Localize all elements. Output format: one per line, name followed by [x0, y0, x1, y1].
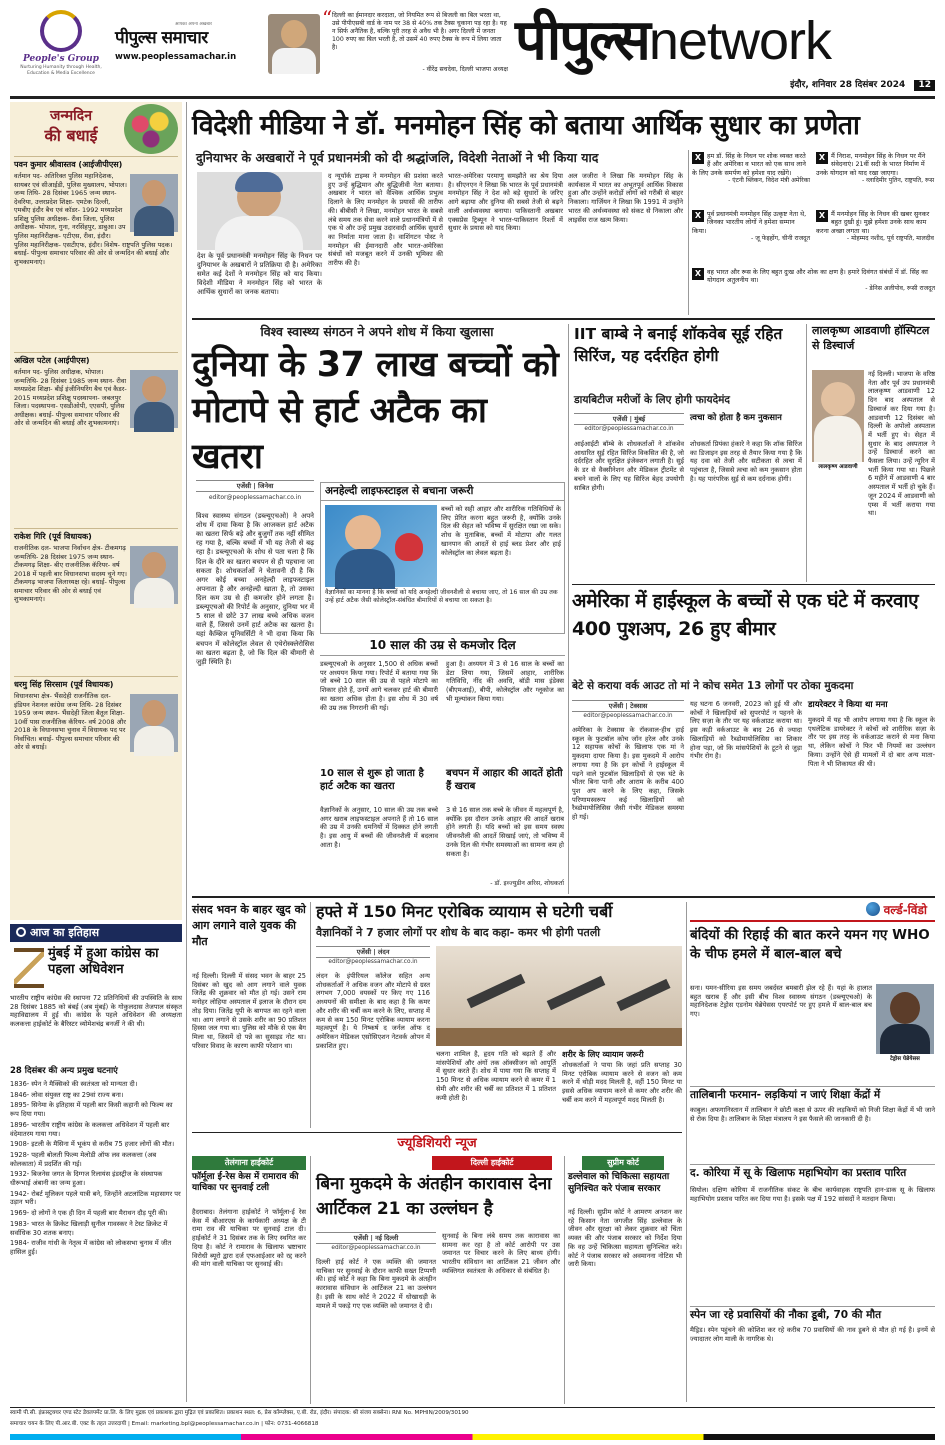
itihas-event: 1896- भारतीय राष्ट्रीय कांग्रेस के कलकत्ता अधिवेशन में पहली बार वंदेमातरम गाया गया। — [10, 1120, 170, 1138]
aerobic-col1: लंदन के इंपीरियल कॉलेज सहित अन्य शोधकर्ताओं ने अधिक वजन और मोटापे से ग्रस्त लगभग 7,000 वयस्कों पर किए गए 116 अध्ययनों की समीक्षा के बाद कहा है कि कमर और शरीर की चर्बी कम करने के लिए, सप्ताह में कम से कम 150 मिनट एरोबिक व्यायाम करना महत्वपूर्ण है। ये निष्कर्ष द जर्नल ऑफ द अमेरिकन मेडिकल एसोसिएशन नेटवर्क ओपन में प्रकाशित हुए। — [316, 972, 430, 1050]
aerobic-divider — [686, 902, 687, 1402]
telangana-headline: फॉर्मूला ई-रेस केस में रामाराव की याचिका पर सुनवाई टली — [192, 1172, 299, 1194]
obesity-sub2-author: - डॉ. इव्ज्युडीन अरिस, शोधकर्ता — [490, 880, 564, 887]
janmadin-subtitle: की बधाई — [44, 125, 98, 145]
portrait-face — [142, 376, 166, 402]
lead-col1: द न्यूयॉर्क टाइम्स ने मनमोहन की प्रशंसा करते हुए उन्हें बुद्धिमान और बुद्धिजीवी नेता बताया। अखबार ने भारत को वैश्विक आर्थिक प्रभुत्व दिलाने के लिए मनमोहन के प्रयासों की तारीफ की। बीबीसी ने लिखा, मनमोहन भारत के सबसे लंबे समय तक सेवा करने वाले प्रधानमंत्रियों में से एक थे और उन्हें प्रमुख उदारवादी आर्थिक सुधारों का निर्माता माना जाता है। वाशिंगटन पोस्ट ने मनमोहन की ईमानदारी और भारत-अमेरिका संबंधों को मजबूत करने में उनकी भूमिका की तारीफ की है। — [328, 172, 443, 268]
photo-turban — [235, 172, 283, 192]
itihas-event: 1895- सिनेमा के इतिहास में पहली बार किसी कहानी को फिल्म का रूप दिया गया। — [10, 1101, 173, 1119]
itihas-event: 1928- पहली बोलती फिल्म मेलोडी ऑफ लव कलकत्ता (अब कोलकाता) में प्रदर्शित की गई। — [10, 1150, 157, 1168]
obesity-box-title: अनहेल्दी लाइफस्टाइल से बचाना जरूरी — [321, 483, 564, 501]
delhi-headline: बिना मुकदमे के अंतहीन कारावास देना आर्टिकल 21 का उल्लंघन है — [316, 1174, 552, 1219]
heart-icon — [395, 533, 423, 561]
delhi-agency-text: एजेंसी | नई दिल्ली — [353, 1234, 399, 1242]
pushup-email: editor@peoplessamachar.co.in — [583, 713, 673, 719]
supreme-court: सुप्रीम कोर्ट — [582, 1156, 664, 1170]
obesity-col1: विश्व स्वास्थ्य संगठन (डब्ल्यूएचओ) ने अपने शोध में दावा किया है कि आजकल हार्ट अटैक का खतरा सिर्फ बड़े और बुजुर्गों तक नहीं सीमित रह गया है, बल्कि बच्चों में भी यह तेजी से बढ़ रहा है। डब्ल्यूएचओ के शोध से पता चला है कि दिल के दौरे का खतरा बचपन से ही पहचाना जा सकता है। शोधकर्ताओं ने चेतावनी दी है कि अगर कोई बच्चा अनहेल्दी लाइफस्टाइल अपनाता है और अनहेल्दी खाता है, तो उसका दिल कम उम्र से ही कमजोर होने लगता है। डब्ल्यूएचओ की रिपोर्ट के अनुसार, दुनिया भर में 5 साल से छोटे 37 लाख बच्चे अधिक वजन वाले हैं, जिससे उनमें हार्ट अटैक का खतरा है। यहां कैम्ब्रिज यूनिवर्सिटी ने भी दावा किया कि बचपन में कोलेस्ट्रॉल लेवल से एथेरोस्क्लेरोसिस का खतरा बढ़ता है, जो कि दिल की बीमारी से जुड़ी स्थिति है। — [196, 512, 314, 666]
aerobic-agency — [316, 946, 430, 958]
lead-col3: अल जजीरा ने लिखा कि मनमोहन सिंह के कार्यकाल में भारत का अभूतपूर्व आर्थिक विकास हुआ और उन्होंने करोड़ों लोगों को गरीबी से बाहर निकाला। गार्जियन ने लिखा कि 1991 में उन्होंने भारत की अर्थव्यवस्था को संकट से निकाला और लाइसेंस राज खत्म किया। — [568, 172, 683, 224]
tedros-face — [890, 992, 920, 1024]
obesity-agency — [196, 480, 314, 492]
obesity-sub1-text: वैज्ञानिकों के अनुसार, 10 साल की उम्र तक बच्चे अगर खराब लाइफस्टाइल अपनाते हैं तो 16 साल की उम्र में उनकी धमनियों में दिक्कत होने लगती है। इस आयु में बच्चों की जीवनशैली में बदलाव आता है। — [320, 806, 438, 849]
manmohan-photo — [197, 172, 322, 250]
mid-rule — [192, 896, 935, 898]
pushup-box-title: डायरेक्टर ने किया था मना — [808, 700, 888, 710]
world-window — [690, 902, 935, 1404]
aerobic-side-box — [562, 1050, 682, 1128]
x-logo-icon: X — [692, 152, 704, 164]
janmadin-entry-text: वर्तमान पद- पुलिस अधीक्षक, भोपाल। जन्मतिथि- 28 दिसंबर 1985 जन्म स्थान- रीवा मध्यप्रदेश शिक्षा- बीई इंजीनियरिंग बैच एवं कैडर- 2015 मध्यप्रदेश प्रशिक्षु पदस्थापना- जबलपुर जिला। पदस्थापना- एसडीओपी, एएसपी, पुलिस अधीक्षक। बधाई- पीपुल्स समाचार परिवार की ओर से जन्मदिन की बधाई और शुभकामनाएं। — [14, 368, 127, 428]
flower-icon — [124, 104, 178, 154]
world-label: वर्ल्ड-विंडो — [883, 903, 927, 917]
judiciary-title — [192, 1136, 682, 1154]
tedros-photo — [876, 984, 934, 1054]
obesity-sub2: बचपन में आहार की आदतें होती हैं खराब — [446, 768, 563, 792]
janmadin-entry-name: अखिल पटेल (आईपीएस) — [14, 356, 90, 365]
protest-headline: संसद भवन के बाहर खुद को आग लगाने वाले युवक की मौत — [192, 903, 306, 948]
world-t2: काबुल। अफगानिस्तान में तालिबान ने छोटी कक्षा से ऊपर की लड़कियों को निजी शिक्षा केंद्रों में भी जाने से रोक दिया है। तालिबान के शिक्षा मंत्रालय ने इस फैसले की जानकारी दी है। — [690, 1106, 935, 1123]
itihas-event: 1846- लोवा संयुक्त राष्ट्र का 29वां राज्य बना। — [10, 1090, 124, 1099]
obesity-col3: हुआ है। अध्ययन में 3 से 16 साल के बच्चों का डेटा लिया गया, जिसमें आहार, शारीरिक गतिविधि, नींद की अवधि, बॉडी मास इंडेक्स (बीएमआई), बीपी, कोलेस्ट्रॉल और ग्लूकोज का भी मूल्यांकन किया गया। — [446, 660, 564, 703]
pushup-subhead: बेटे से कराया वर्क आउट तो मां ने कोच समेत 13 लोगों पर ठोका मुकदमा — [572, 680, 854, 692]
itihas-title — [10, 924, 182, 942]
itihas-event: 1969- दो लोगों ने एक ही दिन में पहली बार मैराथन दौड़ पूरी की। — [10, 1209, 168, 1218]
quote-box — [322, 6, 508, 82]
portrait-face — [142, 180, 166, 206]
iit-headline: IIT बाम्बे ने बनाई शॉकवेब सूई रहित सिरिंज, यह दर्दरहित होगी — [574, 325, 783, 365]
itihas-text: भारतीय राष्ट्रीय कांग्रेस की स्थापना 72 प्रतिनिधियों की उपस्थिति के साथ 28 दिसंबर 1885 को बंबई (अब मुंबई) के गोकुलदास तेजपाल संस्कृत महाविद्यालय में हुई थी। कांग्रेस के पहले अधिवेशन की अध्यक्षता कलकत्ता हाईकोर्ट के बैरिस्टर व्योमेशचंद्र बनर्जी ने की थी। — [10, 994, 182, 1029]
aerobic-agency-text: एजेंसी | लंदन — [356, 948, 390, 956]
tweet-card — [816, 152, 934, 206]
exercise-photo — [436, 946, 682, 1046]
janmadin-portrait — [130, 546, 178, 604]
child-photo — [325, 505, 437, 587]
world-h3: द. कोरिया में सू के खिलाफ महाभियोग का प्रस्ताव पारित — [690, 1164, 935, 1182]
page-number: 12 — [914, 80, 935, 91]
exerciser-2 — [547, 976, 606, 1010]
advani-photo — [812, 370, 864, 462]
janmadin-entry-text: विधानसभा क्षेत्र- भैंसदेही राजनीतिक दल- इंडियन नेशनल कांग्रेस जन्म तिथि- 28 दिसंबर 1959 जन्म स्थान- भैंसदेही जिला बैतूल शिक्षा- 10वीं पास राजनीतिक कॅरियर- वर्ष 2008 और 2018 के विधानसभा चुनाव में विधायक पद पर निर्वाचित। बधाई- पीपुल्स समाचार परिवार की ओर से बधाई। — [14, 692, 126, 752]
janmadin-entry — [14, 352, 178, 528]
world-label-bar — [690, 902, 935, 922]
x-logo-icon: X — [816, 210, 828, 222]
janmadin-portrait — [130, 370, 178, 428]
lead-tweet-divider — [688, 150, 689, 315]
tweets-panel — [692, 150, 935, 315]
tweet-card — [692, 268, 935, 314]
world-h4: स्पेन जा रहे प्रवासियों की नौका डूबी, 70 की मौत — [690, 1306, 935, 1324]
delhi-agency — [316, 1232, 436, 1244]
iit-agency-text: एजेंसी | मुंबई — [612, 415, 646, 423]
iit-email: editor@peoplessamachar.co.in — [584, 426, 674, 432]
tweet-author: - व्लादिमीर पुतिन, राष्ट्रपति, रूस — [861, 176, 934, 184]
supreme-text: नई दिल्ली। सुप्रीम कोर्ट ने आमरण अनशन कर रहे किसान नेता जगजीत सिंह डल्लेवाल के जीवन और सुरक्षा को लेकर शुक्रवार को चिंता व्यक्त की और पंजाब सरकार को निर्देश दिया कि वह उन्हें चिकित्सा सहायता सुनिश्चित करे। कोर्ट ने पंजाब सरकार को अवमानना नोटिस भी जारी किया। — [568, 1208, 682, 1269]
tweet-author: - जू फेइहोंग, चीनी राजदूत — [751, 234, 810, 242]
date-text: इंदौर, शनिवार 28 दिसंबर 2024 — [790, 80, 906, 90]
pushup-col1: अमेरिका के टेक्सास के रॉकवाल-हीथ हाई स्कूल के फुटबॉल कोच जॉन हरेल और उनके 12 सहायक कोचों के खिलाफ एक मां ने मुकदमा दायर किया है। इस मुकदमे में आरोप लगाया गया है कि इन कोचों ने हाईस्कूल में पढ़ने वाले फुटबॉल खिलाड़ियों से एक घंटे के भीतर बिना पानी और आराम के करीब 400 पुश अप करने के लिए कहा, जिसके परिणामस्वरूप कई खिलाड़ियों को रैब्डोमायोलिसिस जैसी गंभीर मेडिकल समस्या हो गई। — [572, 726, 684, 822]
obesity-headline: दुनिया के 37 लाख बच्चों को मोटापे से हार्ट अटैक का खतरा — [192, 345, 559, 477]
portrait-body — [134, 402, 174, 432]
group-logo — [14, 8, 108, 93]
telangana-text: हैदराबाद। तेलंगाना हाईकोर्ट ने फॉर्मूला-ई रेस केस में बीआरएस के कार्यकारी अध्यक्ष के टी रामा राव की याचिका पर सुनवाई टाल दी। हाईकोर्ट ने 31 दिसंबर तक के लिए स्थगित कर दिया है। कोर्ट ने रामाराव के खिलाफ भ्रष्टाचार विरोधी ब्यूरो द्वारा दर्ज एफआईआर को रद्द करने की मांग वाली याचिका पर सुनवाई की। — [192, 1208, 306, 1269]
obesity-col2: डब्ल्यूएचओ के अनुसार 1,500 से अधिक बच्चों पर अध्ययन किया गया। रिपोर्ट में बताया गया कि जो बच्चे 10 साल की उम्र से पहले मोटापे का शिकार होते हैं, उनमें आगे चलकर हार्ट की बीमारी का खतरा अधिक होता है। इस शोध में 30 वर्ष की उम्र तक निगरानी की गई। — [320, 660, 438, 712]
x-logo-icon: X — [692, 268, 704, 280]
supreme-headline: डल्लेवाल को चिकित्सा सहायता सुनिश्चित करे पंजाब सरकार — [568, 1172, 670, 1194]
itihas-events — [10, 1080, 182, 1404]
janmadin-entry-name: धरमु सिंह सिरसाम (पूर्व विधायक) — [14, 680, 114, 689]
lead-bottom-rule — [192, 318, 935, 320]
janmadin-portrait — [130, 694, 178, 752]
itihas-event: 1932- बिजनेस जगत के दिग्गज रिलायंस इंडस्ट्रीज के संस्थापक धीरूभाई अंबानी का जन्म हुआ। — [10, 1170, 163, 1188]
lead-headline: विदेशी मीडिया ने डॉ. मनमोहन सिंह को बताया आर्थिक सुधार का प्रणेता — [192, 110, 860, 141]
pushup-agency — [572, 700, 684, 712]
aerobic-side-heading: शरीर के लिए व्यायाम जरूरी — [562, 1050, 644, 1059]
portrait-body — [134, 726, 174, 756]
obesity-sub2-text: 3 से 16 साल तक बच्चे के जीवन में महत्वपूर्ण है, क्योंकि इस दौरान उनके आहार की आदतें खराब होने लगती हैं। यदि बच्चों को इस समय स्वस्थ जीवनशैली की आदतें सिखाई जाएं, तो भविष्य में उनके दिल की गंभीर समस्याओं का सामना कम हो सकता है। — [446, 806, 565, 858]
photo-shirt — [215, 216, 303, 256]
tweet-text: हम डॉ. सिंह के निधन पर शोक व्यक्त करते हैं और अमेरिका व भारत को एक साथ लाने के लिए उनके समर्पण को हमेशा याद रखेंगे। — [692, 152, 806, 177]
pushup-headline: अमेरिका में हाईस्कूल के बच्चों से एक घंटे में करवाए 400 पुशअप, 26 हुए बीमार — [572, 590, 919, 640]
advani-text: नई दिल्ली। भाजपा के वरिष्ठ नेता और पूर्व उप प्रधानमंत्री लालकृष्ण आडवाणी 12 दिन बाद अस्पताल से डिस्चार्ज कर दिया गया है। आडवाणी 12 दिसंबर को दिल्ली के अपोलो अस्पताल में भर्ती हुए थे। सेहत में सुधार के बाद अस्पताल ने उन्हें डिस्चार्ज करने का फैसला लिया। उन्हें न्यूरिन में भर्ती किया गया था। पिछले 6 महीने में आडवाणी 4 बार अस्पताल में भर्ती हो चुके हैं। जून 2024 में आडवाणी को एम्स में भर्ती कराया गया था। — [868, 370, 935, 518]
world-h2: तालिबानी फरमान- लड़कियां न जाएं शिक्षा केंद्रों में — [690, 1086, 935, 1104]
child-face — [345, 515, 381, 551]
itihas-event: 1983- भारत के क्रिकेट खिलाड़ी सुनील गावस्कर ने टेस्ट क्रिकेट में सर्वाधिक 30 शतक बनाए। — [10, 1219, 168, 1237]
dateline — [520, 80, 935, 94]
masthead-rule — [10, 96, 935, 99]
x-logo-icon: X — [692, 210, 704, 222]
portrait-face — [142, 700, 166, 726]
clock-icon — [16, 927, 26, 937]
person-shirt — [272, 48, 316, 74]
aerobic-email: editor@peoplessamachar.co.in — [328, 959, 418, 965]
itihas-subhead: 28 दिसंबर की अन्य प्रमुख घटनाएं — [10, 1066, 118, 1076]
group-logo-mark — [40, 10, 82, 52]
iit-agency — [574, 413, 684, 425]
iit-subhead: डायबिटीज मरीजों के लिए होगी फायदेमंद — [574, 394, 730, 406]
network-hi: पीपुल्स — [515, 8, 649, 73]
janmadin-title: जन्मदिन — [49, 108, 93, 124]
world-t1: सना। यमन-सीरिया इस समय जबर्दस्त बमबारी झेल रहे हैं। यहां के हालात बहुत खराब हैं और इसी बीच विश्व स्वास्थ्य संगठन (डब्ल्यूएचओ) के महानिदेशक टेड्रोस एडनोम घेब्रेयेसस एयरपोर्ट पर हुए हमले में बाल-बाल बच गए। — [690, 984, 872, 1019]
portrait-face — [142, 552, 166, 578]
judiciary-title-text: ज्यूडिशियरी न्यूज — [397, 1136, 477, 1151]
delhi-divider — [564, 1156, 565, 1404]
obesity-box — [320, 482, 565, 634]
telangana-divider — [310, 1156, 311, 1404]
color-registration-bar — [10, 1434, 935, 1440]
tweet-text: मैं मनमोहन सिंह के निधन की खबर सुनकर बहुत दुखी हूं। मुझे हमेशा उनके साथ काम करना अच्छा लगता था। — [816, 210, 930, 235]
advani-headline: लालकृष्ण आडवाणी हॉस्पिटल से डिस्चार्ज — [812, 324, 930, 352]
quote-author: - वीरेंद्र सचदेवा, दिल्ली भाजपा अध्यक्ष — [422, 66, 508, 73]
obesity-box-text: बच्चों को सही आहार और शारीरिक गतिविधियों के लिए प्रेरित करना बहुत जरूरी है, क्योंकि उनके दिल की सेहत को भविष्य में सुरक्षित रखा जा सके। शोध के मुताबिक, बच्चों में मोटापा और गलत खानपान की आदतें से हाई ब्लड प्रेशर और हाई कोलेस्ट्रॉल का लेवल बढ़ता है। — [441, 505, 561, 557]
protest-text: नई दिल्ली। दिल्ली में संसद भवन के बाहर 25 दिसंबर को खुद को आग लगाने वाले युवक जितेंद्र की शुक्रवार को मौत हो गई। उसने राम मनोहर लोहिया अस्पताल में इलाज के दौरान दम तोड़ दिया। जितेंद्र यूपी के बागपत का रहने वाला था। आग लगाने से उसके शरीर का 90 प्रतिशत हिस्सा जल गया था। पुलिस को मौके से एक बैग मिला था, जिसमें दो पन्ने का सुसाइड नोट था। परिवार विवाद के कारण काफी परेशान था। — [192, 972, 306, 1050]
itihas-event: 1836- स्पेन ने मैक्सिको की स्वतंत्रता को मान्यता दी। — [10, 1080, 138, 1088]
obesity-email: editor@peoplessamachar.co.in — [208, 494, 302, 501]
janmadin-list — [10, 156, 182, 812]
janmadin-entry-name: पवन कुमार श्रीवास्तव (आईजीपीएस) — [14, 160, 123, 169]
janmadin-entry — [14, 676, 178, 812]
world-h1: बंदियों की रिहाई की बात करने यमन गए WHO के चीफ हमले में बाल-बाल बचे — [690, 927, 930, 962]
advani-face — [821, 382, 855, 416]
tweet-author: - डेनिस अलीपोव, रूसी राजदूत — [865, 284, 935, 292]
tweet-card — [692, 210, 810, 264]
footer-rule — [10, 1407, 935, 1408]
obesity-agency-text: एजेंसी | जिनेवा — [236, 482, 274, 490]
floor — [436, 1028, 682, 1046]
obesity-caption: वैज्ञानिकों का मानना है कि बच्चों को यदि अनहेल्दी जीवनशैली से बचाया जाए, तो 16 साल की उम्र तक उन्हें हार्ट अटैक जैसी कोलेस्ट्रॉल-संबंधित बीमारियों से बचाया जा सकता है। — [325, 589, 558, 605]
advani-caption: लालकृष्ण आडवाणी — [818, 464, 858, 470]
tweet-text: वह भारत और रूस के लिए बहुत दुःख और शोक का क्षण है। हमारे दिवंगत संबंधों में डॉ. सिंह का योगदान अतुलनीय था। — [707, 268, 928, 285]
iit-col2-title: त्वचा को होता है कम नुकसान — [690, 413, 782, 423]
tedros-suit — [880, 1024, 930, 1054]
quote-mark: “ — [322, 6, 333, 30]
portrait-body — [134, 206, 174, 236]
janmadin-entry-text: वर्तमान पद- अतिरिक्त पुलिस महानिदेशक, सायबर एवं सीआईडी, पुलिस मुख्यालय, भोपाल। जन्म तिथि- 28 दिसंबर 1965 जन्म स्थान- देवरिया, उत्तरप्रदेश शिक्षा- एमटेक दिल्ली, एमबीए इंदौर बैच एवं कॉडर- 1992 मध्यप्रदेश प्रशिक्षु पुलिस अधीक्षक- रीवा जिला, पुलिस अधीक्षक- भोपाल, गुना, नरसिंहपुर, डाबुआ। उप पुलिस महानिरीक्षक- एटीएस, रीवा, इंदौर। पुलिस महानिरीक्षक- एसटीएफ, इंदौर। विशेष- राष्ट्रपति पुलिस पदक। बधाई- पीपुल्स समाचार परिवार की ओर से जन्मदिन की बधाई और शुभकामनाएं। — [14, 172, 173, 266]
portrait-body — [134, 578, 174, 608]
left-col-divider — [186, 102, 187, 1402]
obesity-right-divider — [568, 324, 569, 894]
itihas-event: 1942- रोबर्ट मूलिकन पहले यात्री बने, जिन्होंने अटलांटिक महासागर पर उड़ान भरी। — [10, 1189, 181, 1207]
itihas-event: 1908- इटली के मैसिना में भूकंप से करीब 75 हजार लोगों की मौत। — [10, 1140, 175, 1149]
footer-text2: समाचार चयन के लिए पी.आर.बी. एक्ट के तहत उत्तरदायी | Email: marketing.bpl@peoplessamachar.co.in | फोन: 0731-4066818 — [10, 1421, 319, 1427]
exerciser-1 — [467, 974, 526, 1008]
pushup-col3: मुकदमे में यह भी आरोप लगाया गया है कि स्कूल के एथलेटिक डायरेक्टर ने कोचों को शारीरिक सज़ा के तौर पर इस तरह के वर्कआउट कराने से मना किया था, लेकिन कोचों ने फिर भी नियमों का उल्लंघन किया। उन्होंने ऐसे ही मामलों में दो बार अन्य माता-पिता ने भी शिकायत की थी। — [808, 716, 935, 768]
tweet-author: - एंटनी ब्लिंकन, विदेश मंत्री अमेरिका — [728, 176, 810, 184]
iit-bottom-rule — [572, 584, 935, 585]
aerobic-col2: चलना शामिल है, हृदय गति को बढ़ाते हैं और मांसपेशियों और अंगों तक ऑक्सीजन को आपूर्ति में सुधार करते हैं। शोध में पाया गया कि सप्ताह में 150 मिनट से अधिक व्यायाम करने से कमर में 1 सेमी और शरीर की चर्बी का प्रतिशत में 1 प्रतिशत कमी होती है। — [436, 1050, 556, 1102]
janmadin-section — [10, 102, 182, 920]
world-t3: सियोल। दक्षिण कोरिया में राजनीतिक संकट के बीच कार्यवाहक राष्ट्रपति हान-डाक सू के खिलाफ महाभियोग प्रस्ताव पारित कर दिया गया है। इसके पक्ष में 192 सांसदों ने मतदान किया। — [690, 1186, 935, 1203]
judiciary-top-rule — [192, 1132, 682, 1133]
tedros-caption: टेड्रोस घेब्रेयेसस — [890, 1056, 920, 1062]
network-en: network — [648, 11, 831, 71]
obesity-sub1: 10 साल से शुरू हो जाता है हार्ट अटैक का खतरा — [320, 768, 424, 792]
tweet-text: पूर्व प्रधानमंत्री मनमोहन सिंह उत्कृष्ट नेता थे, जिनका भारतीय लोगों ने हमेशा सम्मान किया। — [692, 210, 807, 235]
network-logo — [515, 8, 935, 74]
janmadin-title-box — [10, 102, 182, 156]
tweet-text: मैं निराश, मनमोहन सिंह के निधन पर मैंने संवेदनाएं। 21वीं सदी के भारत निर्माण में उनके योगदान को याद रखा जाएगा। — [816, 152, 926, 177]
aerobic-headline: हफ्ते में 150 मिनट एरोबिक व्यायाम से घटेगी चर्बी — [316, 902, 613, 921]
quote-text: दिल्ली का ईमानदार करदाता, जो नियमित रूप से बिजली का बिल भरता था, उसे पीपीएसबी वार्ड के नाम पर 38 से 40% तक टैक्स चुकाना पड़ रहा है। यह न सिर्फ अनैतिक है, बल्कि पूरी तरह से अवैध भी है। अगर दिल्ली में जनता 100 रुपए का बिल भरती है, तो उसमें 40 रुपए टैक्स के रूप में लिया जाता है। — [332, 12, 507, 52]
itihas-headline: मुंबई में हुआ कांग्रेस का पहला अधिवेशन — [48, 946, 159, 978]
obesity-kicker: विश्व स्वास्थ्य संगठन ने अपने शोध में किया खुलासा — [260, 324, 494, 339]
pushup-col2: यह घटना 6 जनवरी, 2023 को हुई थी और कोचों ने खिलाड़ियों को सुपरपोर्ट न पहनने के लिए सज़ा के तौर पर यह वर्कआउट कराया था। इस कड़ी वर्कआउट के बाद 26 से ज्यादा खिलाड़ियों को रैब्डोमायोलिसिस का शिकार होना पड़ा, जो कि मांसपेशियों के टूटने से जुड़ा गंभीर रोग है। — [690, 700, 802, 761]
site-url: www.peoplessamachar.in — [115, 51, 237, 62]
group-tagline: Nurturing Humanity through Health, Education & Media Excellence — [20, 65, 102, 76]
janmadin-entry-text: राजनीतिक दल- भाजपा निर्वाचन क्षेत्र- टीकमगढ़ जन्मतिथि- 28 दिसंबर 1975 जन्म स्थान- टीकमगढ़ शिक्षा- बीए राजनीतिक कॅरियर- वर्ष 2018 में पहली बार विधानसभा सदस्य चुने गए। टीकमगढ़ भाजपा जिलाध्यक्ष रहे। बधाई- पीपुल्स समाचार परिवार की ओर से बधाई एवं शुभकामनाएं। — [14, 544, 128, 604]
x-logo-icon: X — [816, 152, 828, 164]
quote-photo — [268, 14, 320, 74]
janmadin-portrait — [130, 174, 178, 232]
hourglass-icon — [14, 948, 44, 988]
iit-right-divider — [806, 324, 807, 582]
delhi-text2: सुनवाई के बिना लंबे समय तक कारावास का सामना कर रहा है तो कोर्ट आरोपी पर उस जमानत पर विचार करने के लिए बाध्य होगी। भारतीय संविधान का आर्टिकल 21 जीवन और व्यक्तिगत स्वतंत्रता के अधिकार से संबंधित है। — [442, 1232, 560, 1275]
lead-intro: देश के पूर्व प्रधानमंत्री मनमोहन सिंह के निधन पर दुनियाभर के अखबारों ने प्रतिक्रिया दी है। अमेरिका समेत कई देशों ने मनमोहन सिंह को याद किया। विदेशी मीडिया ने मनमोहन सिंह को भारत के आर्थिक सुधारों का जनक बताया। — [197, 252, 322, 297]
aerobic-side-text: शोधकर्ताओं ने पाया कि जहां प्रति सप्ताह 30 मिनट एरोबिक व्यायाम करने से वजन को कम करने में थोड़ी मदद मिलती है, वहीं 150 मिनट या इससे अधिक व्यायाम करने से कमर और शरीर की चर्बी कम करने में महत्वपूर्ण मदद मिलती है। — [562, 1061, 682, 1104]
advani-kurta — [814, 416, 862, 462]
lead-subhead: दुनियाभर के अखबारों ने पूर्व प्रधानमंत्री को दी श्रद्धांजलि, विदेशी नेताओं ने भी किया याद — [196, 150, 599, 165]
iit-col2-text: शोधकर्ता प्रियंका हंकारे ने कहा कि शॉक सिरिंज का डिजाइन इस तरह से तैयार किया गया है कि यह दवा को तेजी और सटीकता से त्वचा में पहुंचाता है, जिससे त्वचा को कम नुकसान होता है। यह पारंपरिक सुई से कम दर्दनाक होगी। — [690, 440, 802, 483]
itihas-title-text: आज का इतिहास — [30, 926, 100, 939]
janmadin-entry-name: राकेश गिरि (पूर्व विधायक) — [14, 532, 92, 541]
tweet-author: - मोहम्मद नशीद, पूर्व राष्ट्रपति, मालदीव — [846, 234, 934, 242]
paper-small: आपका अपना अखबार — [175, 22, 212, 27]
tweet-card — [816, 210, 934, 264]
obesity-box2-title: 10 साल की उम्र से कमजोर दिल — [320, 638, 565, 656]
protest-divider — [310, 902, 311, 1128]
person-photo — [281, 20, 307, 48]
masthead — [0, 0, 945, 97]
iit-col1: आईआईटी बॉम्बे के शोधकर्ताओं ने शॉकवेव आधारित सुई रहित सिरिंज विकसित की है, जो दर्दरहित और सुरक्षित इंजेक्शन लगाती है। सुई के डर से वैक्सीनेशन और मेडिकल ट्रीटमेंट से बचने वालों के लिए यह सिरिंज बेहद उपयोगी साबित होगी। — [574, 440, 684, 492]
paper-name: पीपुल्स समाचार — [115, 27, 208, 48]
footer-text: स्वामी पी.सी. इंफ्रास्ट्रक्चर एण्ड स्टेट डेवलपमेंट प्रा.लि. के लिए मुद्रक एवं प्रकाशक द्वारा मुद्रित एवं प्रकाशित। प्रकाशन स्थल: 6, प्रेस कॉम्प्लेक्स, ए.बी. रोड, इंदौर। संपादक: श्री संजय सक्सेना। RNI No. MPHIN/2009/30190 — [10, 1410, 469, 1416]
globe-icon — [866, 902, 880, 916]
janmadin-entry — [14, 528, 178, 676]
world-t4: मैड्रिड। स्पेन पहुंचने की कोशिश कर रहे करीब 70 प्रवासियों की नाव डूबने से मौत हो गई है। इनमें से ज्यादातर लोग माली के नागरिक थे। — [690, 1326, 935, 1343]
delhi-email: editor@peoplessamachar.co.in — [331, 1245, 421, 1251]
telangana-court: तेलंगाना हाईकोर्ट — [192, 1156, 306, 1170]
child-body — [335, 549, 395, 589]
delhi-text: दिल्ली हाई कोर्ट ने एक व्यक्ति की जमानत याचिका पर सुनवाई के दौरान काफी सख्त टिप्पणी की। हाई कोर्ट ने कहा कि बिना मुकदमे के अंतहीन कारावास संविधान के आर्टिकल 21 का उल्लंघन है। इसी के साथ कोर्ट ने 2022 में धोखाधड़ी के मामले में पकड़े गए एक व्यक्ति को जमानत दे दी। — [316, 1258, 436, 1310]
aerobic-subhead: वैज्ञानिकों ने 7 हजार लोगों पर शोध के बाद कहा- कमर भी होगी पतली — [316, 926, 601, 939]
tweet-card — [692, 152, 810, 206]
pushup-agency-text: एजेंसी | टेक्सास — [608, 702, 648, 710]
paper-name-block — [115, 22, 265, 72]
janmadin-entry — [14, 156, 178, 352]
delhi-court: दिल्ली हाईकोर्ट — [432, 1156, 552, 1170]
exerciser-3 — [616, 979, 670, 1011]
group-name: People's Group — [23, 54, 99, 64]
lead-col2: भारत-अमेरिका परमाणु समझौते का श्रेय दिया है। सीएनएन ने लिखा कि भारत के पूर्व प्रधानमंत्री मनमोहन सिंह ने देश को बड़े सुधारों के जरिए आगे बढ़ाया और दुनिया की सबसे तेजी से बढ़ने वाली अर्थव्यवस्था बनाया। पाकिस्तानी अखबार एक्सप्रेस ट्रिब्यून ने भारत-पाकिस्तान रिश्तों में सुधार के प्रयास को याद किया। — [448, 172, 563, 233]
itihas-section — [10, 924, 182, 1404]
itihas-event: 1984- राजीव गांधी के नेतृत्व में कांग्रेस को लोकसभा चुनाव में जीत हासिल हुई। — [10, 1239, 172, 1256]
